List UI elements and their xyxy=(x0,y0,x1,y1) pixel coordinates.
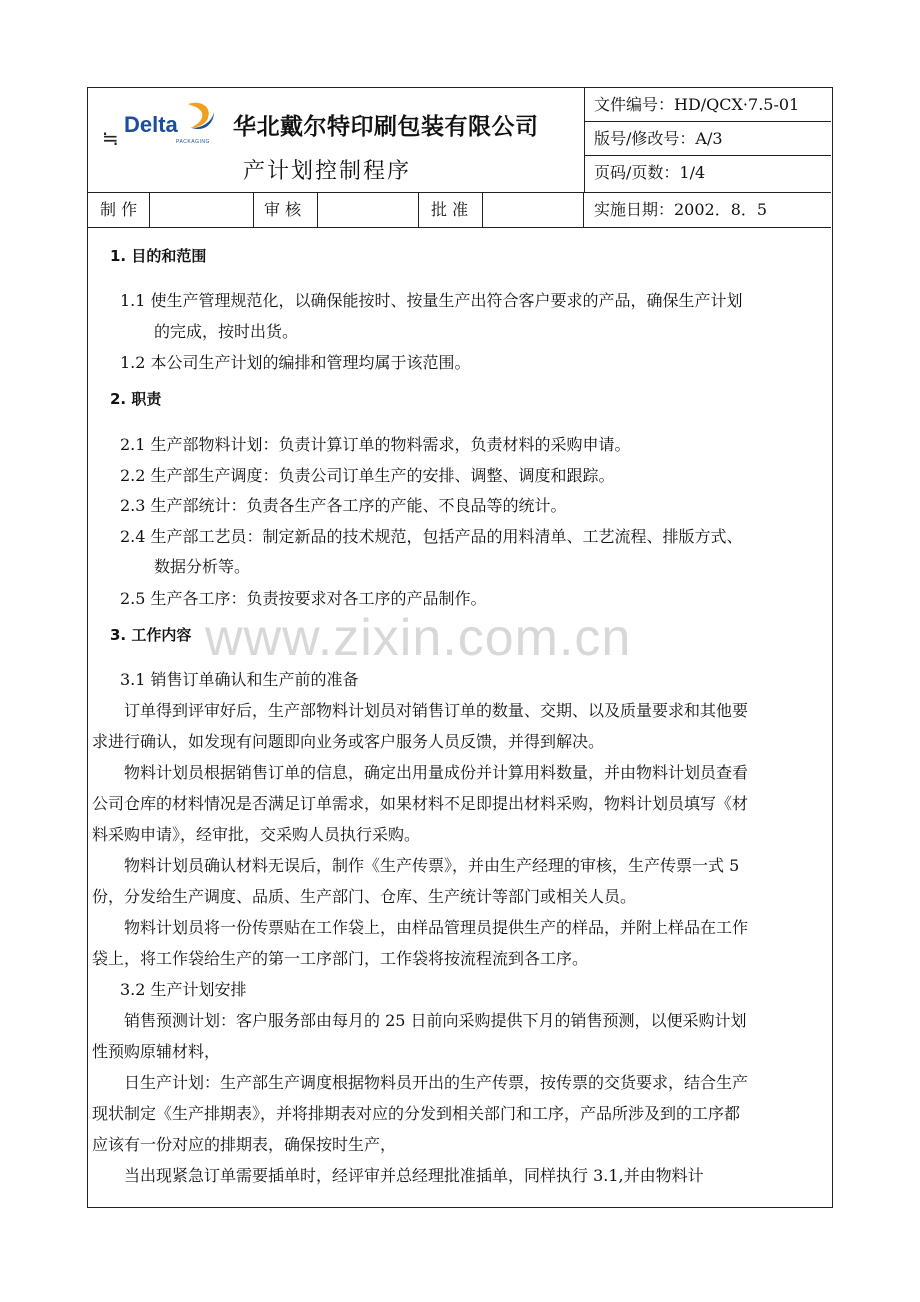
text-line: 的完成，按时出货。 xyxy=(154,322,299,341)
logo-brand: Delta xyxy=(124,112,178,137)
text-line: 物料计划员根据销售订单的信息，确定出用量成份并计算用料数量，并由物料计划员查看 xyxy=(124,763,749,782)
make-value xyxy=(150,193,254,227)
header-left xyxy=(88,88,585,192)
header-right xyxy=(584,88,831,192)
effective-date: 实施日期：2002．8．5 xyxy=(594,200,768,219)
logo-subtext: PACKAGING xyxy=(176,139,210,145)
text-line: 1.1 使生产管理规范化，以确保能按时、按量生产出符合客户要求的产品，确保生产计划 xyxy=(120,291,743,310)
approve-value xyxy=(483,193,584,227)
text-line: 数据分析等。 xyxy=(154,557,251,576)
page-count: 页码/页数：1/4 xyxy=(594,163,706,182)
text-line: 公司仓库的材料情况是否满足订单需求，如果材料不足即提出材料采购，物料计划员填写《材 xyxy=(92,794,749,813)
text-line: 3.2 生产计划安排 xyxy=(120,980,247,999)
text-line: 1.2 本公司生产计划的编排和管理均属于该范围。 xyxy=(120,353,471,372)
text-line: 现状制定《生产排期表》，并将排期表对应的分发到相关部门和工序，产品所涉及到的工序都 xyxy=(92,1104,741,1123)
text-line: 物料计划员确认材料无误后，制作《生产传票》，并由生产经理的审核，生产传票一式 5 xyxy=(124,856,740,875)
approve-label: 批 准 xyxy=(419,193,483,227)
section-heading: 1. 目的和范围 xyxy=(110,247,207,265)
review-label: 审 核 xyxy=(254,193,318,227)
review-value xyxy=(318,193,419,227)
section-heading: 3. 工作内容 xyxy=(110,626,192,644)
text-line: 销售预测计划：客户服务部由每月的 25 日前向采购提供下月的销售预测，以便采购计划 xyxy=(124,1011,747,1030)
text-line: 应该有一份对应的排期表，确保按时生产， xyxy=(92,1135,397,1154)
text-line: 求进行确认，如发现有问题即向业务或客户服务人员反馈，并得到解决。 xyxy=(92,732,605,751)
delta-logo xyxy=(124,98,218,148)
section-heading: 2. 职责 xyxy=(110,390,162,408)
text-line: 份，分发给生产调度、品质、生产部门、仓库、生产统计等部门或相关人员。 xyxy=(92,887,637,906)
text-line: 袋上，将工作袋给生产的第一工序部门，工作袋将按流程流到各工序。 xyxy=(92,949,589,968)
text-line: 性预购原辅材料， xyxy=(92,1042,221,1061)
text-line: 当出现紧急订单需要插单时，经评审并总经理批准插单，同样执行 3.1,并由物料计 xyxy=(124,1166,704,1185)
document-title: 产计划控制程序 xyxy=(243,159,412,184)
text-line: 2.5 生产各工序：负责按要求对各工序的产品制作。 xyxy=(120,589,487,608)
text-line: 日生产计划：生产部生产调度根据物料员开出的生产传票，按传票的交货要求，结合生产 xyxy=(124,1073,749,1092)
doc-number: 文件编号：HD/QCX·7.5-01 xyxy=(584,88,831,122)
company-name: 华北戴尔特印刷包装有限公司 xyxy=(233,114,539,140)
swoosh-icon xyxy=(178,98,218,134)
text-line: 订单得到评审好后，生产部物料计划员对销售订单的数量、交期、以及质量要求和其他要 xyxy=(124,701,749,720)
text-line: 物料计划员将一份传票贴在工作袋上，由样品管理员提供生产的样品，并附上样品在工作 xyxy=(124,918,749,937)
text-line: 2.1 生产部物料计划：负责计算订单的物料需求，负责材料的采购申请。 xyxy=(120,435,631,454)
make-label: 制 作 xyxy=(88,193,150,227)
text-line: 2.3 生产部统计：负责各生产各工序的产能、不良品等的统计。 xyxy=(120,496,567,515)
text-line: 2.4 生产部工艺员：制定新品的技术规范，包括产品的用料清单、工艺流程、排版方式、 xyxy=(120,527,743,546)
signoff-row xyxy=(88,192,831,228)
text-line: 料采购申请》，经审批，交采购人员执行采购。 xyxy=(92,825,421,844)
logo-mark: ≒ xyxy=(102,126,119,150)
watermark: www.zixin.com.cn xyxy=(205,609,632,667)
text-line: 2.2 生产部生产调度：负责公司订单生产的安排、调整、调度和跟踪。 xyxy=(120,466,615,485)
text-line: 3.1 销售订单确认和生产前的准备 xyxy=(120,670,359,689)
version-number: 版号/修改号：A/3 xyxy=(584,122,831,156)
